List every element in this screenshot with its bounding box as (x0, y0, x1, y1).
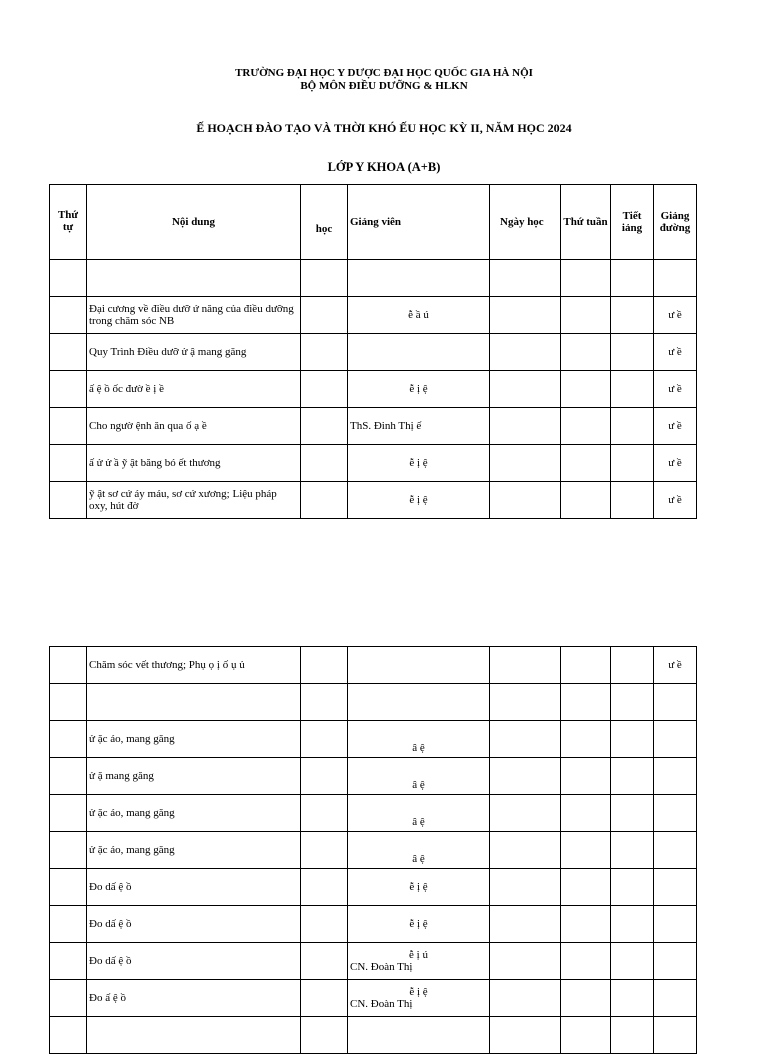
table-row (50, 795, 697, 832)
cell-content: Đo dấ ệ ồ (87, 869, 301, 906)
cell-room: ư ề (654, 297, 697, 334)
col-header-study: học (301, 185, 348, 260)
cell-lecturer: ễ ị ệ (409, 986, 428, 998)
cell-room (654, 260, 697, 297)
table-row (50, 647, 697, 684)
cell-room (654, 906, 697, 943)
cell-content: ử ặc áo, mang găng (87, 795, 301, 832)
table-row (50, 943, 697, 980)
table-row (50, 684, 697, 721)
table-row (50, 721, 697, 758)
cell-lecturer: ễ ị ệ (348, 906, 490, 943)
cell-content: Đo ấ ệ ồ (87, 980, 301, 1017)
table-row (50, 408, 697, 445)
cell-content: Chăm sóc vết thương; Phụ ọ ị ố ụ ủ (87, 647, 301, 684)
cell-content: ấ ử ử ầ ỹ ật băng bó ết thương (87, 445, 301, 482)
table-row (50, 371, 697, 408)
cell-lecturer: â ệ (348, 758, 490, 795)
cell-room (654, 832, 697, 869)
cell-lecturer: ễ ầ ú (348, 297, 490, 334)
col-header-date: Ngày học (490, 185, 561, 260)
cell-content: ỹ ật sơ cứ áy máu, sơ cứ xương; Liệu pháp oxy, hút đờ (87, 482, 301, 519)
schedule-table-2 (49, 646, 697, 1054)
col-header-period: Tiết iảng (611, 185, 654, 260)
table-row (50, 758, 697, 795)
table-header-row (50, 185, 697, 260)
cell-content: Quy Trình Điều dưỡ ử ậ mang găng (87, 334, 301, 371)
department-name: BỘ MÔN ĐIỀU DƯỠNG & HLKN (300, 80, 468, 92)
cell-content: Đại cương về điều dưỡ ứ năng của điều dưỡng trong chăm sóc NB (87, 297, 301, 334)
cell-lecturer: ễ ị ệ (348, 371, 490, 408)
cell-lecturer (348, 684, 490, 721)
cell-lecturer: â ệ (348, 832, 490, 869)
col-header-weekday: Thứ tuần (561, 185, 611, 260)
cell-room (654, 943, 697, 980)
cell-content: ử ặc áo, mang găng (87, 832, 301, 869)
table-row (50, 906, 697, 943)
table-row (50, 482, 697, 519)
schedule-table-1 (49, 184, 697, 519)
cell-lecturer (348, 260, 490, 297)
table-row (50, 260, 697, 297)
cell-room (654, 684, 697, 721)
cell-room (654, 795, 697, 832)
cell-content: Đo dấ ệ ồ (87, 906, 301, 943)
cell-room: ư ề (654, 445, 697, 482)
cell-lecturer: ễ ị ệ (348, 869, 490, 906)
school-name: TRƯỜNG ĐẠI HỌC Y DƯỢC ĐẠI HỌC QUỐC GIA HÀ NỘI (235, 67, 533, 79)
cell-content (87, 684, 301, 721)
cell-room: ư ề (654, 482, 697, 519)
col-header-lecturer: Giảng viên (348, 185, 490, 260)
cell-room (654, 758, 697, 795)
cell-room: ư ề (654, 334, 697, 371)
table-row (50, 832, 697, 869)
col-header-room: Giảng đường (654, 185, 697, 260)
cell-content: Đo dấ ệ ồ (87, 943, 301, 980)
cell-lecturer: ThS. Đinh Thị ế (348, 408, 490, 445)
cell-lecturer: ễ ị ệ (348, 445, 490, 482)
cell-lecturer (348, 647, 490, 684)
cell-lecturer-name: CN. Đoàn Thị (350, 961, 413, 973)
cell-lecturer-group (348, 943, 490, 980)
table-row (50, 297, 697, 334)
class-title: LỚP Y KHOA (A+B) (327, 160, 441, 174)
plan-title: Ế HOẠCH ĐÀO TẠO VÀ THỜI KHÓ ẾU HỌC KỲ II, NĂM HỌC 2024 (196, 121, 572, 135)
table-row (50, 445, 697, 482)
table-row (50, 334, 697, 371)
cell-content: ấ ệ ồ ốc đườ ề ị ề (87, 371, 301, 408)
cell-content (87, 260, 301, 297)
cell-room (654, 869, 697, 906)
cell-content: ử ặc áo, mang găng (87, 721, 301, 758)
cell-lecturer: ễ ị ệ (348, 482, 490, 519)
table-row (50, 869, 697, 906)
cell-room (654, 980, 697, 1017)
cell-room (654, 721, 697, 758)
cell-room: ư ề (654, 371, 697, 408)
cell-lecturer-group (348, 980, 490, 1017)
cell-lecturer: ễ ị ú (409, 949, 428, 961)
cell-lecturer: â ệ (348, 721, 490, 758)
col-header-order: Thứ tự (50, 185, 87, 260)
cell-lecturer: â ệ (348, 795, 490, 832)
table-row (50, 980, 697, 1017)
col-header-content: Nội dung (87, 185, 301, 260)
cell-content: Cho ngườ ệnh ăn qua ố ạ ề (87, 408, 301, 445)
table-row (50, 1017, 697, 1054)
cell-lecturer-name: CN. Đoàn Thị (350, 998, 413, 1010)
cell-lecturer (348, 334, 490, 371)
cell-room: ư ề (654, 408, 697, 445)
cell-content: ử ặ mang găng (87, 758, 301, 795)
cell-room: ư ề (654, 647, 697, 684)
